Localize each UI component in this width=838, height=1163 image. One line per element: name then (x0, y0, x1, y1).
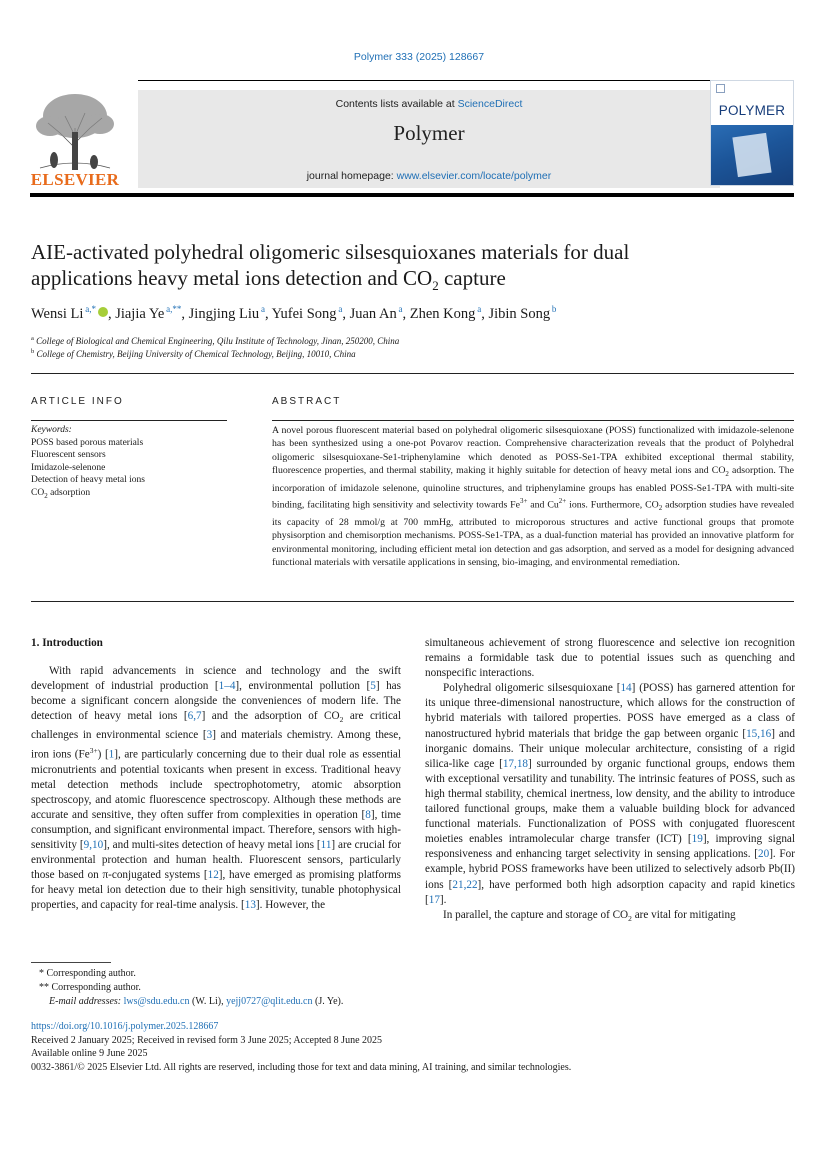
journal-cover[interactable] (710, 80, 794, 186)
keyword-item: $CO_2$ adsorption (31, 487, 91, 500)
footnotes (31, 967, 343, 1009)
author-name[interactable]: Wensi Li (31, 305, 84, 322)
corresponding-author-2: ** Corresponding author. (39, 982, 141, 993)
keywords-block (31, 424, 231, 502)
cover-title: POLYMER (718, 103, 786, 118)
title-line-2: applications heavy metal ions detection and $CO_2$ capture (31, 266, 506, 294)
citation-link[interactable]: 1 (108, 748, 115, 761)
doi-link[interactable]: https://doi.org/10.1016/j.polymer.2025.128667 (31, 1021, 219, 1032)
keyword-item: Detection of heavy metal ions (31, 475, 145, 485)
citation-link[interactable]: 17 (428, 893, 440, 906)
body-column-right (425, 636, 795, 926)
copyright-notice: 0032-3861/© 2025 Elsevier Ltd. All rights are reserved, including those for text and data mining, AI training, and similar technologies. (31, 1061, 572, 1073)
header-top-rule (138, 80, 720, 81)
author-list: Wensi Li $^{a,*}$ , Jiajia Ye $^{a,**}$, Jingjing Liu $^a$, Yufei Song $^a$, Juan An $^a$, Zhen Kong $^a$, Jibin Song $^b$ (31, 304, 557, 322)
section-divider-top (31, 373, 794, 374)
citation-link[interactable]: 12 (207, 869, 219, 882)
author-affiliation-mark[interactable]: a,* (83, 304, 96, 314)
author-affiliation-mark[interactable]: a (336, 304, 343, 314)
article-info-rule (31, 420, 227, 421)
author-affiliation-mark[interactable]: a,** (164, 304, 182, 314)
citation-link[interactable]: 3 (206, 728, 213, 741)
keyword-item: Imidazole-selenone (31, 462, 106, 473)
footnote-rule (31, 962, 111, 963)
journal-homepage-line: journal homepage: www.elsevier.com/locate/polymer (306, 170, 552, 182)
author-name[interactable]: Yufei Song (271, 305, 337, 322)
email-link-li[interactable]: lws@sdu.edu.cn (123, 996, 190, 1007)
citation-link[interactable]: 6,7 (187, 710, 202, 723)
citation-link[interactable]: 15,16 (746, 727, 772, 740)
journal-citation[interactable]: Polymer 333 (2025) 128667 (353, 51, 485, 63)
elsevier-wordmark: ELSEVIER (30, 170, 120, 189)
abstract-heading: ABSTRACT (272, 396, 342, 407)
citation-link[interactable]: 1–4 (218, 680, 236, 693)
cover-badge-icon (716, 84, 725, 93)
abstract-text: A novel porous fluorescent material based on polyhedral oligomeric silsesquioxane (POSS) functionalized with imidazole-selenone has been synthesized using a one-pot Povarov reaction. Comprehensive characterization reveals that the product of Polyhedral oligomeric silsesquioxane-Se1-triphenylamine which denoted as POSS-Se1-TPA exhibited exceptional thermal stability, fluorescence properties, and thermal stability, making it highly suitable for detection of heavy metal ions and $CO_2$ adsorption. The incorporation of imidazole selenone, quinoline structures, and triphenylamine groups has enabled POSS-Se1-TPA with multi-site binding, facilitating high sensitivity and selectivity towards $Fe^{3+}$ and $Cu^{2+}$ ions. Furthermore, $CO_2$ adsorption studies have revealed its capacity of 28 mmol/g at 700 mmHg, attributed to microporous structures and active functional groups that promote physisorption and chemisorption mechanisms. POSS-Se1-TPA, as a dual-function material has provided an innovative platform for environmental monitoring, including efficient metal ion detection and gas adsorption, and served as a model for designing advanced functional materials with versatile applications in sensing, bio-imaging, and environmental remediation. (272, 425, 794, 569)
cover-page-icon (732, 133, 771, 177)
online-date: Available online 9 June 2025 (31, 1048, 148, 1059)
section-title-introduction: 1. Introduction (31, 637, 103, 649)
intro-paragraph-continued: simultaneous achievement of strong fluorescence and selective ion recognition remains a formidable task due to potential issues such as quenching and nonspecific interactions. (425, 637, 795, 680)
article-title (31, 239, 791, 299)
author-name[interactable]: Jingjing Liu (188, 305, 260, 322)
sciencedirect-link[interactable]: ScienceDirect (457, 98, 523, 110)
contents-line: Contents lists available at ScienceDirect (335, 98, 523, 110)
keyword-item: POSS based porous materials (31, 437, 144, 448)
author-affiliation-mark[interactable]: a (259, 304, 265, 314)
journal-header (30, 80, 794, 198)
author-name[interactable]: Jiajia Ye (115, 305, 165, 322)
affiliation-a: $^a$ College of Biological and Chemical Engineering, Qilu Institute of Technology, Jinan, 250200, China (31, 335, 400, 346)
author-affiliation-mark[interactable]: b (550, 304, 557, 314)
citation-link[interactable]: 14 (620, 682, 632, 695)
journal-banner (138, 90, 720, 188)
intro-paragraph-2: Polyhedral oligomeric silsesquioxane [14] (POSS) has garnered attention for its unique three-dimensional nanostructure, which allows for the construction of hybrid materials with tailored properties. POSS have emerged as a class of nanostructured hybrid materials that bridge the gap between organic [15,16] and inorganic domains. Their unique molecular architecture, consisting of a rigid silica-like cage [17,18] surrounded by organic functional groups, endows them with exceptional versatility and tunability. The intrinsic features of POSS, such as high thermal stability, chemical inertness, low density, and the ability to introduce tailored functional groups, make them a valuable building block for advanced functional materials. Functionalization of POSS with conjugated fluorescent moieties enables intramolecular charge transfer (ICT) [19], improving signal responsiveness and enhancing target selectivity in sensing applications. [20]. For example, hybrid POSS frameworks have been utilized to selectively adsorb Pb(II) ions [21,22], have performed both high adsorption capacity and rapid kinetics [17]. (425, 682, 795, 906)
citation-link[interactable]: 19 (691, 833, 703, 846)
email-link-ye[interactable]: yejj0727@qlit.edu.cn (226, 996, 313, 1007)
keyword-item: Fluorescent sensors (31, 450, 106, 460)
citation-link[interactable]: 21,22 (452, 878, 478, 891)
citation-link[interactable]: 9,10 (83, 839, 104, 852)
citation-link[interactable]: 20 (758, 848, 770, 861)
citation-link[interactable]: 17,18 (502, 757, 528, 770)
orcid-icon[interactable] (98, 307, 108, 317)
citation-link[interactable]: 5 (370, 680, 376, 693)
corresponding-author-1: * Corresponding author. (39, 968, 136, 979)
author-name[interactable]: Jibin Song (488, 305, 551, 322)
keywords-label: Keywords: (31, 425, 72, 435)
abstract-rule (272, 420, 794, 421)
journal-homepage-link[interactable]: www.elsevier.com/locate/polymer (396, 170, 552, 182)
article-info-heading: ARTICLE INFO (31, 396, 124, 407)
header-bottom-rule (30, 193, 794, 197)
affiliation-b: $^b$ College of Chemistry, Beijing University of Chemical Technology, Beijing, 10010, China (31, 348, 356, 359)
author-affiliation-mark[interactable]: a (396, 304, 403, 314)
section-divider-bottom (31, 601, 794, 602)
citation-link[interactable]: 13 (244, 899, 256, 912)
citation-link[interactable]: 11 (320, 839, 332, 852)
intro-paragraph-1: With rapid advancements in science and technology and the swift development of industrial production [1–4], environmental pollution [5] has become a significant concern alongside the conveniences of modern life. The detection of heavy metal ions [6,7] and the adsorption of $CO_2$ are critical challenges in environmental science [3] and materials chemistry. Among these, iron ions $(Fe^{3+})$ [1], are particularly concerning due to their dual role as essential micronutrients and potential toxicants when present in excess. Traditional heavy metal detection methods include spectrophotometry, atomic absorption spectroscopy, and atomic fluorescence spectroscopy. Although these methods are accurate and sensitive, they often suffer from complexities in operation [8], time consumption, and significant environmental impact. Therefore, sensors with high-sensitivity [9,10], and multi-sites detection of heavy metal ions [11] are crucial for environmental protection and human health. Fluorescent sensors, particularly those based on π-conjugated systems [12], have emerged as promising platforms for heavy metal ion detection due to their high sensitivity, tunable photophysical properties, and capacity for real-time analysis. [13]. However, the (31, 665, 402, 912)
publication-info (31, 1020, 571, 1074)
author-name[interactable]: Juan An (349, 305, 397, 322)
received-dates: Received 2 January 2025; Received in revised form 3 June 2025; Accepted 8 June 2025 (31, 1034, 383, 1046)
citation-link[interactable]: 8 (365, 808, 371, 821)
author-affiliation-mark[interactable]: a (475, 304, 482, 314)
body-column-left (31, 636, 401, 914)
journal-title: Polymer (393, 121, 465, 145)
email-addresses: E-mail addresses: lws@sdu.edu.cn (W. Li), yejj0727@qlit.edu.cn (J. Ye). (49, 996, 344, 1007)
title-line-1: AIE-activated polyhedral oligomeric silsesquioxanes materials for dual (31, 240, 630, 264)
author-name[interactable]: Zhen Kong (409, 305, 476, 322)
intro-paragraph-3: In parallel, the capture and storage of $CO_2$ are vital for mitigating (443, 908, 736, 923)
